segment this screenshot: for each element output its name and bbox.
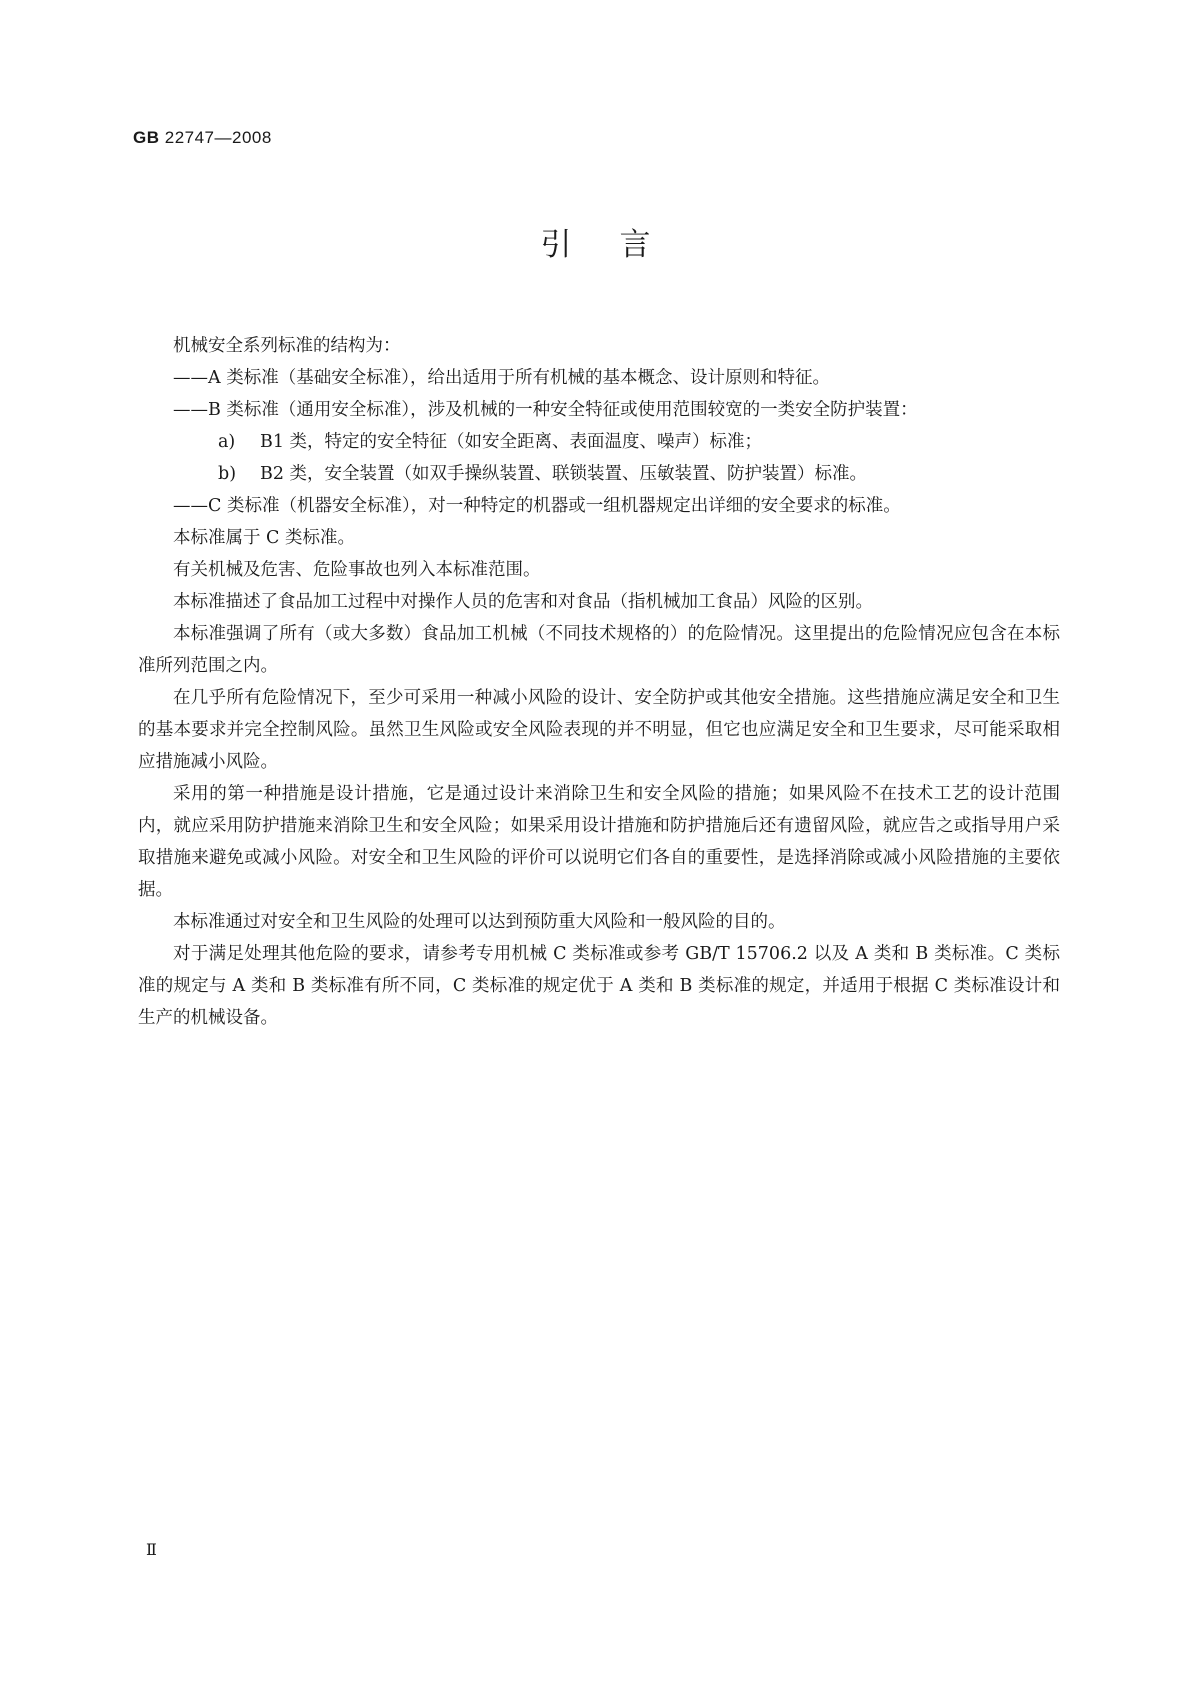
introduction-body — [138, 330, 1060, 1034]
list-marker: a) — [218, 432, 236, 452]
list-item-text: B1 类，特定的安全特征（如安全距离、表面温度、噪声）标准； — [260, 432, 763, 452]
paragraph: 对于满足处理其他危险的要求，请参考专用机械 C 类标准或参考 GB/T 15706.2 以及 A 类和 B 类标准。C 类标准的规定与 A 类和 B 类标准有所不同，C 类标准的规定优于 A 类和 B 类标准的规定，并适用于根据 C 类标准设计和生产的机械设备。 — [138, 944, 1060, 1028]
paragraph: ——C 类标准（机器安全标准），对一种特定的机器或一组机器规定出详细的安全要求的标准。 — [173, 496, 901, 516]
paragraph: 本标准描述了食品加工过程中对操作人员的危害和对食品（指机械加工食品）风险的区别。 — [173, 592, 873, 612]
paragraph: 本标准强调了所有（或大多数）食品加工机械（不同技术规格的）的危险情况。这里提出的危险情况应包含在本标准所列范围之内。 — [138, 624, 1060, 676]
page-title: 引言 — [540, 227, 699, 263]
paragraph: ——A 类标准（基础安全标准），给出适用于所有机械的基本概念、设计原则和特征。 — [173, 368, 830, 388]
standard-prefix: GB — [133, 128, 160, 147]
paragraph: 机械安全系列标准的结构为： — [173, 336, 401, 356]
paragraph: 本标准属于 C 类标准。 — [173, 528, 356, 548]
list-item — [138, 458, 1060, 490]
document-header — [133, 128, 272, 148]
paragraph: 本标准通过对安全和卫生风险的处理可以达到预防重大风险和一般风险的目的。 — [173, 912, 786, 932]
page-number: Ⅱ — [146, 1542, 157, 1559]
standard-number: 22747—2008 — [164, 128, 272, 147]
paragraph: ——B 类标准（通用安全标准），涉及机械的一种安全特征或使用范围较宽的一类安全防护装置： — [173, 400, 918, 420]
list-item — [138, 426, 1060, 458]
list-item-text: B2 类，安全装置（如双手操纵装置、联锁装置、压敏装置、防护装置）标准。 — [260, 464, 868, 484]
paragraph: 有关机械及危害、危险事故也列入本标准范围。 — [173, 560, 541, 580]
list-marker: b) — [218, 464, 237, 484]
paragraph: 采用的第一种措施是设计措施，它是通过设计来消除卫生和安全风险的措施；如果风险不在技术工艺的设计范围内，就应采用防护措施来消除卫生和安全风险；如果采用设计措施和防护措施后还有遗留风险，就应告之或指导用户采取措施来避免或减小风险。对安全和卫生风险的评价可以说明它们各自的重要性，是选择消除或减小风险措施的主要依据。 — [138, 784, 1060, 900]
paragraph: 在几乎所有危险情况下，至少可采用一种减小风险的设计、安全防护或其他安全措施。这些措施应满足安全和卫生的基本要求并完全控制风险。虽然卫生风险或安全风险表现的并不明显，但它也应满足安全和卫生要求，尽可能采取相应措施减小风险。 — [138, 688, 1060, 772]
